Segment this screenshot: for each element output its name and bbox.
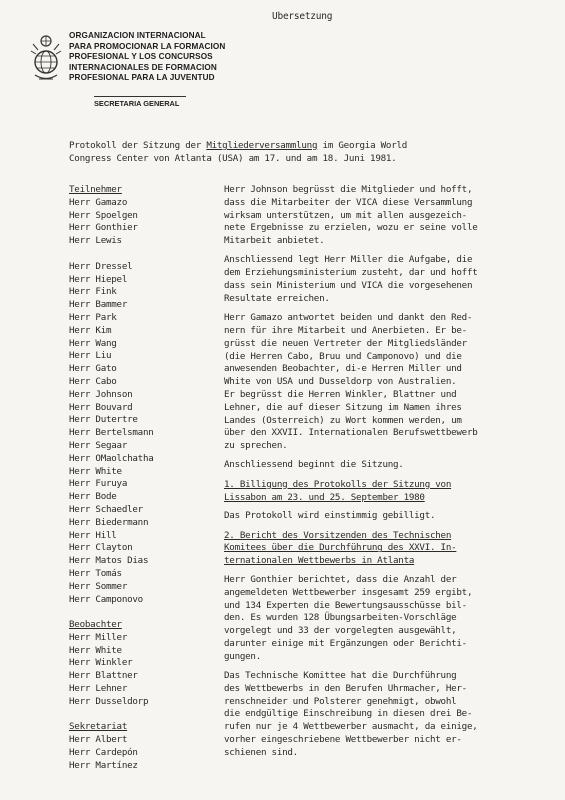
secretariat-heading: Sekretariat — [69, 721, 128, 733]
title-suffix: im Georgia World — [317, 140, 408, 151]
participant: Herr Park — [69, 311, 117, 323]
text-line: renschneider und Polsterer genehmigt, obwohl — [224, 695, 457, 707]
paragraph-start — [224, 459, 554, 472]
participant: Herr Camponovo — [69, 593, 143, 605]
org-line: PARA PROMOCIONAR LA FORMACION — [69, 41, 226, 51]
organization-name — [69, 31, 225, 84]
title-underlined: Mitgliederversammlung — [206, 140, 318, 151]
participant: Herr Tomás — [69, 567, 122, 579]
paragraph-welcome — [224, 184, 554, 248]
item2-paragraph-1 — [224, 574, 554, 664]
text-line: vorher eingeschriebene Wettbewerber nicht er- — [224, 734, 462, 746]
participant: Herr Gamazo — [69, 196, 128, 208]
text-line: schienen sind. — [224, 746, 298, 758]
participant: Herr Schaedler — [69, 503, 143, 515]
participant: Herr Liu — [69, 350, 112, 362]
text-line: darunter einige mit Ergänzungen oder Berichti- — [224, 638, 467, 649]
text-line: Das Technische Komittee hat die Durchführung — [224, 670, 457, 682]
participant: Herr Fink — [69, 286, 117, 298]
text-line: nern für ihre Mitarbeit und Anerbieten. Er be- — [224, 324, 467, 336]
participant: Herr Gonthier — [69, 222, 138, 234]
globe-emblem-icon — [29, 32, 63, 84]
text-line: 2. Bericht des Vorsitzenden des Technischen — [224, 529, 452, 541]
text-line: Komitees über die Durchführung des XXVI. In- — [224, 542, 457, 554]
participants-heading: Teilnehmer — [69, 184, 122, 195]
participant: Herr Bode — [69, 491, 117, 503]
minutes-body — [224, 184, 554, 766]
participant: Herr Gato — [69, 363, 117, 375]
item2-heading — [224, 530, 554, 568]
participant: Herr Matos Dias — [69, 555, 149, 567]
text-line: vorgelegt und 33 der vorgelegten ausgewählt, — [224, 625, 457, 637]
participant: Herr Sommer — [69, 580, 128, 592]
text-line: Mitarbeit anbietet. — [224, 235, 325, 247]
text-line: dass sein Ministerium und VICA die vorgesehenen — [224, 280, 473, 292]
participant: Herr Johnson — [69, 388, 133, 400]
text-line: Anschliessend legt Herr Miller die Aufgabe, die — [224, 254, 473, 266]
participant: Herr OMaolchatha — [69, 452, 154, 464]
item1-heading — [224, 479, 554, 505]
participant: Herr Spoelgen — [69, 209, 138, 221]
text-line: rufen nur je 4 Wettbewerber ausmacht, da einige, — [224, 721, 478, 733]
text-line: Herr Johnson begrüsst die Mitglieder und hofft, — [224, 184, 473, 195]
secretariat-member: Herr Albert — [69, 734, 128, 746]
participant: Herr Cabo — [69, 375, 117, 387]
participant: Herr Dressel — [69, 260, 133, 272]
text-line: zu sprechen. — [224, 440, 288, 452]
text-line: Landes (Osterreich) zu Wort kommen werden, um — [224, 414, 462, 426]
secretariat-label: SECRETARIA GENERAL — [94, 96, 186, 108]
text-line: Lissabon am 23. und 25. September 1980 — [224, 491, 425, 503]
paragraph-miller — [224, 254, 554, 305]
title-prefix: Protokoll der Sitzung der — [69, 140, 207, 151]
text-line: Er begrüsst die Herren Winkler, Blattner und — [224, 388, 457, 400]
observer: Herr Lehner — [69, 683, 128, 695]
participant: Herr Clayton — [69, 542, 133, 554]
observer: Herr Winkler — [69, 657, 133, 669]
text-line: den. Es wurden 128 Übungsarbeiten-Vorschläge — [224, 612, 457, 624]
text-line: Herr Gamazo antwortet beiden und dankt den Red- — [224, 312, 473, 324]
org-line: PROFESIONAL Y LOS CONCURSOS — [69, 52, 213, 62]
observers-heading: Beobachter — [69, 619, 122, 631]
item2-paragraph-2 — [224, 670, 554, 760]
text-line: wirksam unterstützen, um mit allen ausgezeich- — [224, 209, 467, 221]
text-line: über den XXVII. Internationalen Berufswettbewerb — [224, 427, 478, 439]
translation-note: Ubersetzung — [272, 11, 333, 22]
text-line: dem Erziehungsministerium zusteht, dar und hofft — [224, 267, 478, 279]
text-line: anwesenden Beobachter, di-e Herren Miller und — [224, 363, 462, 375]
observer: Herr Dusseldorp — [69, 695, 149, 707]
secretariat-member: Herr Cardepón — [69, 747, 138, 759]
participant: Herr Bertelsmann — [69, 427, 154, 439]
participant: Herr White — [69, 465, 122, 477]
participant: Herr Segaar — [69, 439, 128, 451]
participant: Herr Hill — [69, 529, 117, 541]
participant: Herr Wang — [69, 337, 117, 349]
text-line: des Wettbewerbs in den Berufen Uhrmacher, Her- — [224, 682, 467, 694]
org-line: PROFESIONAL PARA LA JUVENTUD — [69, 73, 215, 83]
text-line: ternationalen Wettbewerbs in Atlanta — [224, 555, 415, 567]
text-line: grüsst die neuen Vertreter der Mitgliedsländer — [224, 337, 467, 349]
observer: Herr Blattner — [69, 670, 138, 682]
text-line: angemeldeten Wettbewerber insgesamt 259 ergibt, — [224, 586, 473, 598]
paragraph-gamazo — [224, 312, 554, 453]
text-line: Lehner, die auf dieser Sitzung im Namen ihres — [224, 401, 462, 413]
text-line: und 134 Experten die Bewertungsausschüsse bil- — [224, 599, 467, 611]
participant: Herr Bouvard — [69, 401, 133, 413]
org-line: INTERNACIONALES DE FORMACION — [69, 62, 217, 72]
text-line: Herr Gonthier berichtet, dass die Anzahl der — [224, 574, 457, 586]
participant: Herr Bammer — [69, 299, 128, 311]
text-line: die endgültige Einschreibung in diesen drei Be- — [224, 708, 473, 720]
document-title — [69, 140, 539, 166]
title-line2: Congress Center von Atlanta (USA) am 17. und am 18. Juni 1981. — [69, 152, 397, 164]
text-line: White von USA und Dusseldorp von Australien. — [224, 376, 457, 388]
participant: Herr Biedermann — [69, 516, 149, 528]
participant: Herr Lewis — [69, 235, 122, 247]
text-line: 1. Billigung des Protokolls der Sitzung von — [224, 478, 452, 490]
observer: Herr White — [69, 644, 122, 656]
participants-column — [69, 184, 179, 773]
text-line: dass die Mitarbeiter der VICA diese Versammlung — [224, 196, 473, 208]
text-line: Das Protokoll wird einstimmig gebilligt. — [224, 510, 436, 522]
text-line: (die Herren Cabo, Bruu und Camponovo) und die — [224, 350, 462, 362]
item1-text — [224, 510, 554, 523]
text-line: gungen. — [224, 650, 261, 662]
text-line: nete Ergebnisse zu erzielen, wozu er seine volle — [224, 222, 478, 234]
participant: Herr Furuya — [69, 478, 128, 490]
participant: Herr Dutertre — [69, 414, 138, 426]
observer: Herr Miller — [69, 631, 128, 643]
text-line: Resultate erreichen. — [224, 292, 330, 304]
participant: Herr Hiepel — [69, 273, 128, 285]
participant: Herr Kim — [69, 324, 112, 336]
secretariat-member: Herr Martínez — [69, 759, 138, 771]
text-line: Anschliessend beginnt die Sitzung. — [224, 459, 404, 471]
org-line: ORGANIZACION INTERNACIONAL — [69, 31, 206, 40]
